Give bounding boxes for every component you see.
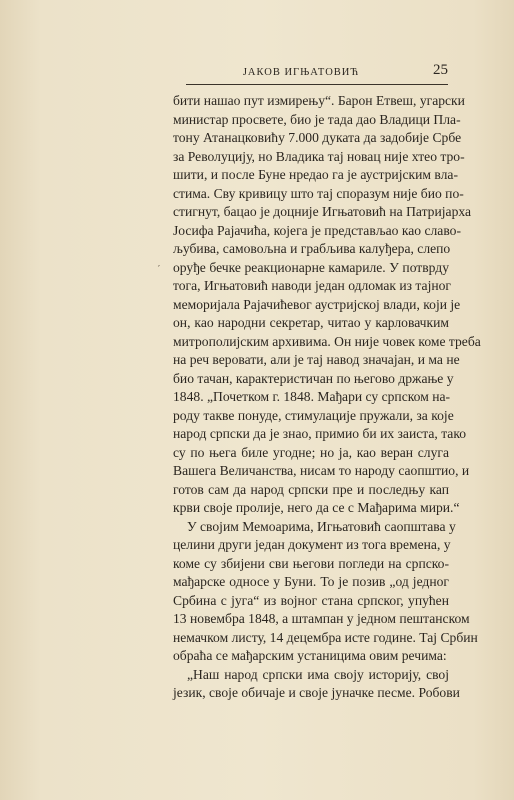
text-line: целини други један документ из тога времена, у <box>173 537 451 552</box>
text-line: немачком листу, 14 децембра исте године. Тај Србин <box>173 629 478 645</box>
running-title: ЈАКОВ ИГЊАТОВИЋ <box>242 67 360 78</box>
text-line: бити нашао пут измирењу“. Барон Етвеш, угарски <box>173 93 465 108</box>
text-line: језик, своје обичаје и своје јуначке песме. Робови <box>173 685 460 700</box>
body-text <box>173 92 481 703</box>
text-line: готов сам да народ српски пре и последњу кап <box>173 481 449 497</box>
text-line: тону Атанацковићу 7.000 дуката да задобије Србе <box>173 130 462 145</box>
text-line: био тачан, карактеристичан по његово држање у <box>173 370 454 386</box>
text-line: 13 новембра 1848, а штампан у једном пештанском <box>173 611 470 626</box>
header-rule <box>186 84 448 85</box>
text-line: шити, и после Буне нредао га је аустријским вла- <box>173 167 458 182</box>
text-line: тога, Игњатовић наводи један одломак из тајног <box>173 278 451 293</box>
page-header <box>186 64 448 84</box>
text-line: обраћа се мађарским устаницима овим речима: <box>173 648 447 663</box>
text-line: на реч веровати, али је тај навод значајан, и ма не <box>173 352 460 367</box>
text-line: љубива, самовољна и грабљива калуђера, слепо <box>173 241 451 256</box>
text-line: митрополијским архивима. Он није човек коме треба <box>173 333 481 349</box>
text-line: мађарске односе у Буни. То је позив „од једног <box>173 574 449 589</box>
text-line: Вашега Величанства, нисам то народу саопштио, и <box>173 463 470 478</box>
text-line: Јосифа Рајачића, којега је представљао као славо- <box>173 222 461 238</box>
page-number: 25 <box>433 62 448 78</box>
text-line: крви своје пролије, него да се с Мађарима мири.“ <box>173 500 460 515</box>
text-line: народ српски да је знао, примио би их заиста, тако <box>173 426 467 441</box>
text-line: он, као народни секретар, читао у карловачким <box>173 315 449 330</box>
text-line: Србина с југа“ из војног стана српског, упућен <box>173 592 449 608</box>
text-line: „Наш народ српски има своју историју, свој <box>187 666 449 682</box>
text-line: за Револуцију, но Владика тај новац није хтео тро- <box>173 148 465 164</box>
text-line: су по њега биле угодне; но ја, као веран слуга <box>173 444 449 460</box>
text-line: коме су збијени сви његови погледи на српско- <box>173 555 449 571</box>
text-line: меморијала Рајачићевог аустријској влади, који је <box>173 296 461 312</box>
text-line: У својим Мемоарима, Игњатовић саопштава у <box>187 518 456 534</box>
text-line: стигнут, бацао је доцније Игњатовић на Патријарха <box>173 204 472 219</box>
text-line: оруђе бечке реакционарне камариле. У потврду <box>173 259 449 275</box>
text-line: 1848. „Почетком г. 1848. Мађари су српском на- <box>173 389 451 404</box>
text-line: министар просвете, био је тада дао Владици Пла- <box>173 111 461 127</box>
text-line: роду такве понуде, стимулације пружали, за које <box>173 407 454 423</box>
text-line: стима. Сву кривицу што тај споразум није био по- <box>173 185 464 201</box>
